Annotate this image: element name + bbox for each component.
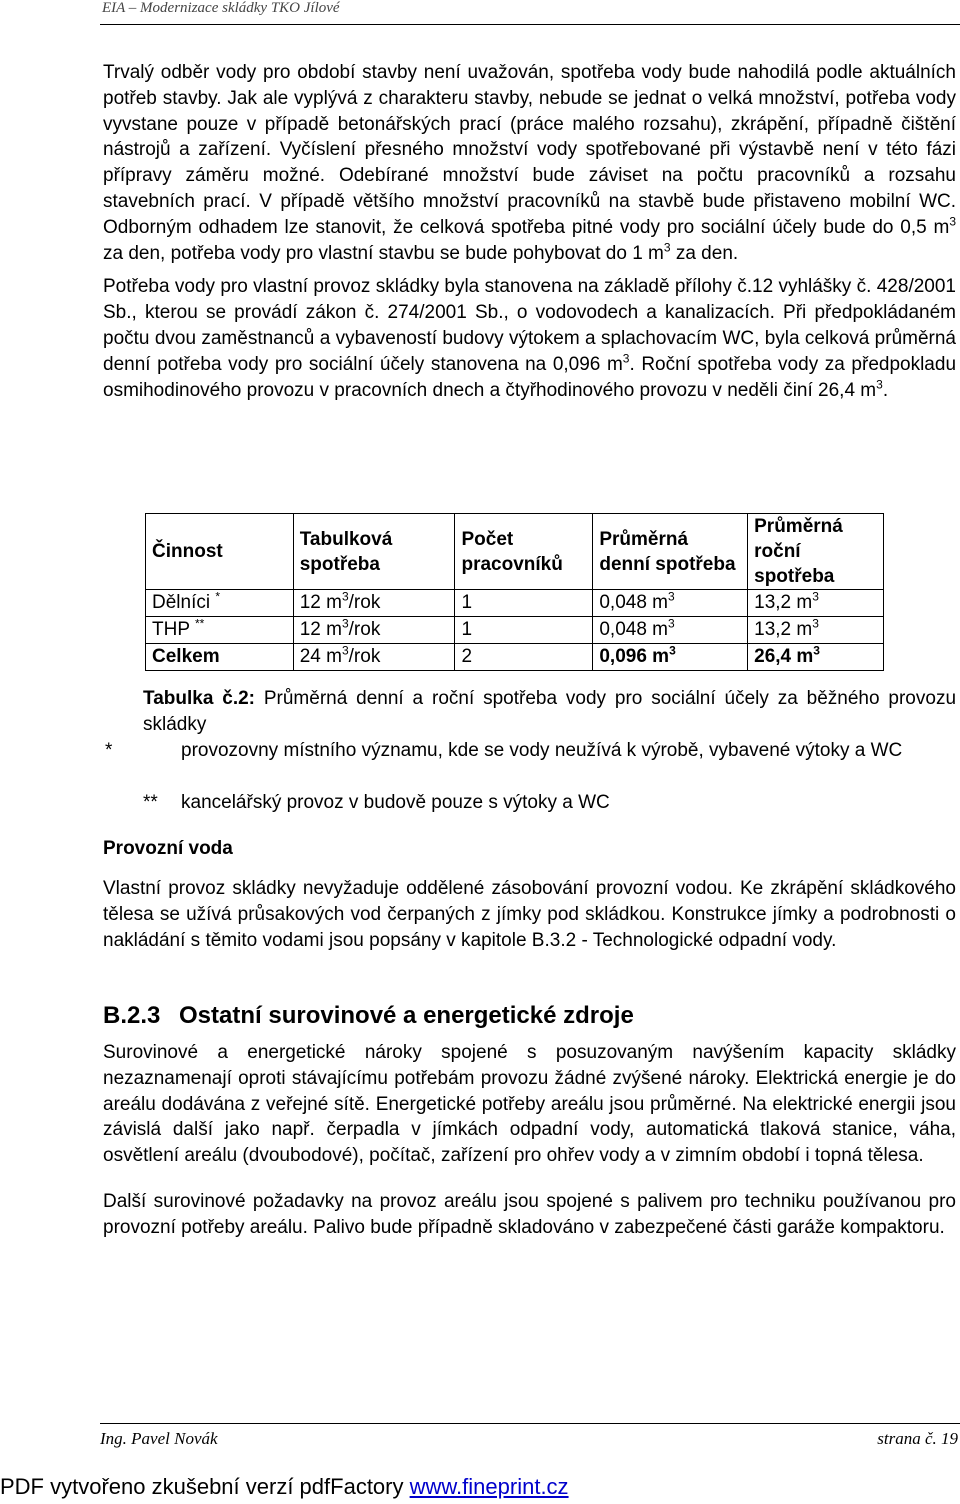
body-text-section: [103, 1040, 956, 1249]
footnote-thp: ** kancelářský provoz v budově pouze s výtoky a WC: [143, 792, 610, 813]
table-cell: 24 $m^3$/rok: [293, 644, 455, 671]
table-header-cell: Průměrná roční spotřeba: [748, 514, 884, 590]
table-header-cell: Činnost: [146, 514, 294, 590]
paragraph-energy: Surovinové a energetické nároky spojené s posuzovaným navýšením kapacity skládky nezaznamenají oproti stávajícímu potřebám provozu žádné zvýšené nároky. Elektrická energie je do areálu dodávána z veřejné sítě. Energetické potřeby areálu jsou průměrné. Na elektrické energii jsou závislá další jako např. čerpadla v jímkách odpadní vody, automatická tlaková stanice, váha, osvětlení areálu (dvoubodové), počítač, zařízení pro ohřev vody a v zimním období i topná tělesa.: [103, 1042, 956, 1167]
table-cell: 0,096 $m^3$: [593, 644, 748, 671]
table-header-cell: Tabulková spotřeba: [293, 514, 455, 590]
table-row: [146, 617, 884, 644]
body-text-top: [103, 60, 956, 411]
table-cell: 13,2 $m^3$: [748, 617, 884, 644]
table-cell: 26,4 $m^3$: [748, 644, 884, 671]
table-cell: 13,2 $m^3$: [748, 590, 884, 617]
footer-author: Ing. Pavel Novák: [100, 1429, 218, 1448]
table-cell: 1: [455, 617, 593, 644]
paragraph-construction-water: Trvalý odběr vody pro období stavby není uvažován, spotřeba vody bude nahodilá podle aktuálních potřeb stavby. Jak ale vyplývá z charakteru stavby, nebude se jednat o velká množství, potřeba vody vyvstane pouze v případě betonářských prací (práce malého rozsahu), zkrápění, případně čištění nástrojů a zařízení. Vyčíslení přesného množství vody spotřebované při výstavbě není v této fázi přípravy záměru možné. Odebírané množství bude záviset na počtu pracovníků a rozsahu stavebních prací. V případě většího množství pracovníků na stavbě bude přistaveno mobilní WC. Odborným odhadem lze stanovit, že celková spotřeba pitné vody pro sociální účely bude do 0,5 $m^3$ za den, potřeba vody pro vlastní stavbu se bude pohybovat do 1 $m^3$ za den.: [103, 62, 956, 264]
table-cell: 12 $m^3$/rok: [293, 590, 455, 617]
pdf-watermark: [0, 1474, 569, 1500]
section-title: Ostatní surovinové a energetické zdroje: [179, 1002, 634, 1029]
caption-label: Tabulka č.2:: [143, 688, 255, 709]
page-header: [100, 0, 960, 24]
section-heading: [103, 1002, 634, 1030]
table-row: [146, 590, 884, 617]
page-footer: [100, 1429, 958, 1449]
paragraph-fuel: Další surovinové požadavky na provoz areálu jsou spojené s palivem pro techniku používanou pro provozní potřeby areálu. Palivo bude případně skladováno v zabezpečené části garáže kompaktoru.: [103, 1190, 956, 1238]
caption-text: Průměrná denní a roční spotřeba vody pro sociální účely za běžného provozu skládky: [143, 688, 957, 735]
pdf-watermark-text: PDF vytvořeno zkušební verzí pdfFactory: [0, 1474, 410, 1499]
table-cell: 2: [455, 644, 593, 671]
paragraph-provozni: Vlastní provoz skládky nevyžaduje oddělené zásobování provozní vodou. Ke zkrápění skládkového tělesa se užívá průsakových vod čerpaných z jímky pod skládkou. Konstrukce jímky a podrobnosti o nakládání s těmito vodami jsou popsány v kapitole B.3.2 - Technologické odpadní vody.: [103, 878, 956, 951]
body-text-provozni: [103, 876, 956, 961]
table-row-total: [146, 644, 884, 671]
table-header-cell: Průměrná denní spotřeba: [593, 514, 748, 590]
footer-page-number: strana č. 19: [877, 1429, 958, 1448]
footer-divider: [100, 1423, 960, 1424]
section-number: B.2.3: [103, 1002, 161, 1029]
table-cell: THP **: [146, 617, 294, 644]
table-cell: 12 $m^3$/rok: [293, 617, 455, 644]
footnote-workers: * provozovny místního významu, kde se vody neužívá k výrobě, vybavené výtoky a WC: [105, 740, 903, 761]
heading-provozni-voda: Provozní voda: [103, 838, 233, 859]
table-cell: Celkem: [146, 644, 294, 671]
header-title: EIA – Modernizace skládky TKO Jílové: [102, 0, 340, 16]
fineprint-link[interactable]: www.fineprint.cz: [409, 1474, 569, 1499]
paragraph-operation-water: Potřeba vody pro vlastní provoz skládky byla stanovena na základě přílohy č.12 vyhlášky č. 428/2001 Sb., kterou se provádí zákon č. 274/2001 Sb., o vodovodech a kanalizacích. Při předpokládaném počtu dvou zaměstnanců a vybaveností budovy výtokem a splachovacím WC, byla celková průměrná denní potřeba vody pro sociální účely stanovena na 0,096 $m^3$. Roční spotřeba vody za předpokladu osmihodinového provozu v pracovních dnech a čtyřhodinového provozu v neděli činí 26,4 $m^3$.: [103, 276, 957, 401]
water-consumption-table: [145, 513, 884, 671]
table-cell: 0,048 $m^3$: [593, 617, 748, 644]
header-divider: [100, 24, 960, 25]
table-caption: [143, 686, 956, 738]
table-header-row: [146, 514, 884, 590]
table-header-cell: Počet pracovníků: [455, 514, 593, 590]
table-cell: 0,048 $m^3$: [593, 590, 748, 617]
table-cell: Dělníci *: [146, 590, 294, 617]
table-cell: 1: [455, 590, 593, 617]
